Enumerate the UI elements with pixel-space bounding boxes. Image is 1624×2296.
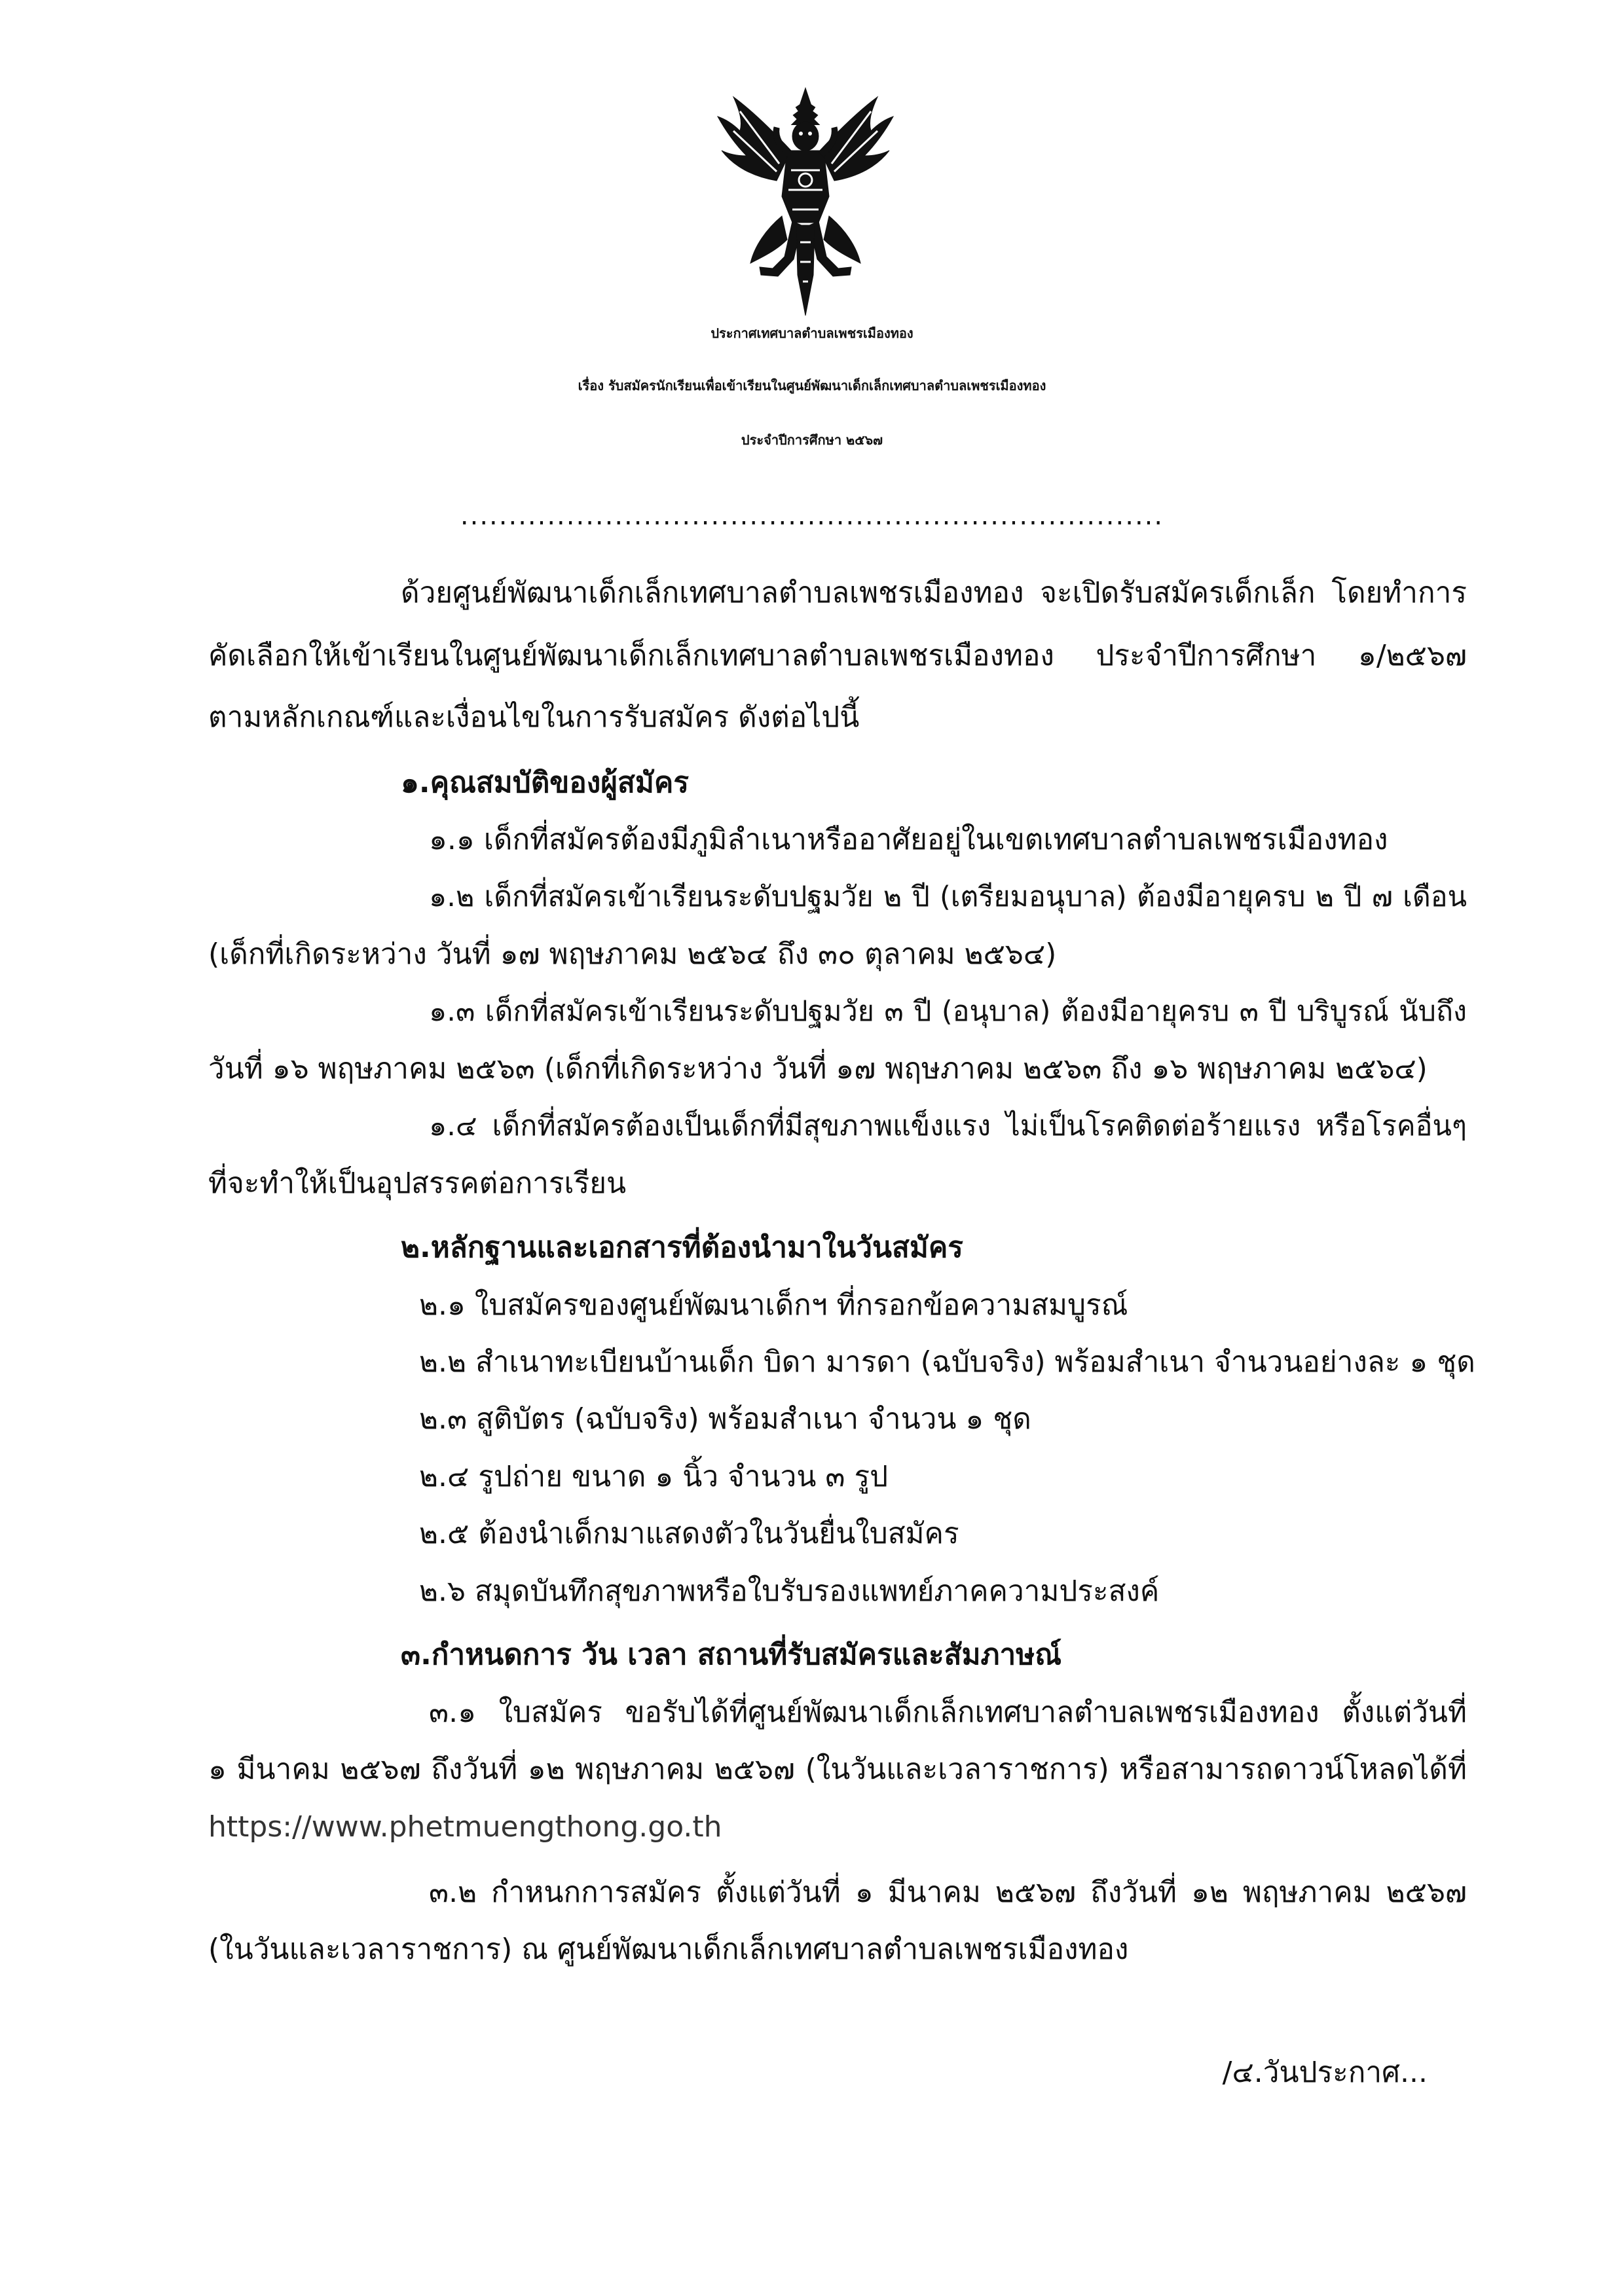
section-3-item: ๓.๑ ใบสมัคร ขอรับได้ที่ศูนย์พัฒนาเด็กเล็กเทศบาลตำบลเพชรเมืองทอง ตั้งแต่วันที่ bbox=[429, 1696, 1467, 1729]
announcement-title: ประกาศเทศบาลตำบลเพชรเมืองทอง bbox=[710, 325, 913, 341]
section-1-item: ๑.๒ เด็กที่สมัครเข้าเรียนระดับปฐมวัย ๒ ปี (เตรียมอนุบาล) ต้องมีอายุครบ ๒ ปี ๗ เดือน bbox=[429, 881, 1467, 913]
garuda-emblem-icon bbox=[714, 85, 897, 318]
intro-line: คัดเลือกให้เข้าเรียนในศูนย์พัฒนาเด็กเล็กเทศบาลตำบลเพชรเมืองทอง ประจำปีการศึกษา ๑/๒๕๖๗ bbox=[208, 639, 1467, 672]
section-2-item: ๒.๕ ต้องนำเด็กมาแสดงตัวในวันยื่นใบสมัคร bbox=[419, 1517, 959, 1550]
section-2-heading: ๒.หลักฐานและเอกสารที่ต้องนำมาในวันสมัคร bbox=[401, 1231, 963, 1264]
section-1-item: ที่จะทำให้เป็นอุปสรรคต่อการเรียน bbox=[208, 1167, 627, 1200]
section-3-item: (ในวันและเวลาราชการ) ณ ศูนย์พัฒนาเด็กเล็กเทศบาลตำบลเพชรเมืองทอง bbox=[208, 1933, 1129, 1966]
section-1-item: ๑.๓ เด็กที่สมัครเข้าเรียนระดับปฐมวัย ๓ ปี (อนุบาล) ต้องมีอายุครบ ๓ ปี บริบูรณ์ นับถึง bbox=[429, 995, 1467, 1028]
section-1-heading: ๑.คุณสมบัติของผู้สมัคร bbox=[401, 766, 689, 799]
header-divider: ......................................................................... bbox=[460, 501, 1164, 531]
website-url[interactable]: https://www.phetmuengthong.go.th bbox=[208, 1810, 722, 1844]
intro-line: ด้วยศูนย์พัฒนาเด็กเล็กเทศบาลตำบลเพชรเมืองทอง จะเปิดรับสมัครเด็กเล็ก โดยทำการ bbox=[401, 576, 1467, 610]
section-3-item: ๑ มีนาคม ๒๕๖๗ ถึงวันที่ ๑๒ พฤษภาคม ๒๕๖๗ (ในวันและเวลาราชการ) หรือสามารถดาวน์โหลดได้ที่ bbox=[208, 1753, 1467, 1786]
section-1-item: ๑.๑ เด็กที่สมัครต้องมีภูมิลำเนาหรืออาศัยอยู่ในเขตเทศบาลตำบลเพชรเมืองทอง bbox=[429, 823, 1388, 856]
section-2-item: ๒.๒ สำเนาทะเบียนบ้านเด็ก บิดา มารดา (ฉบับจริง) พร้อมสำเนา จำนวนอย่างละ ๑ ชุด bbox=[419, 1345, 1475, 1379]
section-2-item: ๒.๖ สมุดบันทึกสุขภาพหรือใบรับรองแพทย์ภาคความประสงค์ bbox=[419, 1575, 1160, 1608]
announcement-subject: เรื่อง รับสมัครนักเรียนเพื่อเข้าเรียนในศูนย์พัฒนาเด็กเล็กเทศบาลตำบลเพชรเมืองทอง bbox=[578, 378, 1046, 393]
section-3-heading: ๓.กำหนดการ วัน เวลา สถานที่รับสมัครและสัมภาษณ์ bbox=[401, 1638, 1062, 1671]
section-1-item: วันที่ ๑๖ พฤษภาคม ๒๕๖๓ (เด็กที่เกิดระหว่าง วันที่ ๑๗ พฤษภาคม ๒๕๖๓ ถึง ๑๖ พฤษภาคม ๒๕๖๔) bbox=[208, 1052, 1428, 1085]
section-1-item: (เด็กที่เกิดระหว่าง วันที่ ๑๗ พฤษภาคม ๒๕๖๔ ถึง ๓๐ ตุลาคม ๒๕๖๔) bbox=[208, 938, 1057, 971]
section-3-item: ๓.๒ กำหนกการสมัคร ตั้งแต่วันที่ ๑ มีนาคม ๒๕๖๗ ถึงวันที่ ๑๒ พฤษภาคม ๒๕๖๗ bbox=[429, 1876, 1467, 1909]
continued-marker: /๔.วันประกาศ... bbox=[1222, 2056, 1428, 2089]
section-2-item: ๒.๔ รูปถ่าย ขนาด ๑ นิ้ว จำนวน ๓ รูป bbox=[419, 1460, 889, 1493]
intro-line: ตามหลักเกณฑ์และเงื่อนไขในการรับสมัคร ดังต่อไปนี้ bbox=[208, 701, 860, 734]
section-1-item: ๑.๔ เด็กที่สมัครต้องเป็นเด็กที่มีสุขภาพแข็งแรง ไม่เป็นโรคติดต่อร้ายแรง หรือโรคอื่นๆ bbox=[429, 1110, 1467, 1142]
announcement-year: ประจำปีการศึกษา ๒๕๖๗ bbox=[741, 432, 883, 448]
section-2-item: ๒.๑ ใบสมัครของศูนย์พัฒนาเด็กฯ ที่กรอกข้อความสมบูรณ์ bbox=[419, 1288, 1128, 1322]
section-2-item: ๒.๓ สูติบัตร (ฉบับจริง) พร้อมสำเนา จำนวน ๑ ชุด bbox=[419, 1402, 1031, 1436]
